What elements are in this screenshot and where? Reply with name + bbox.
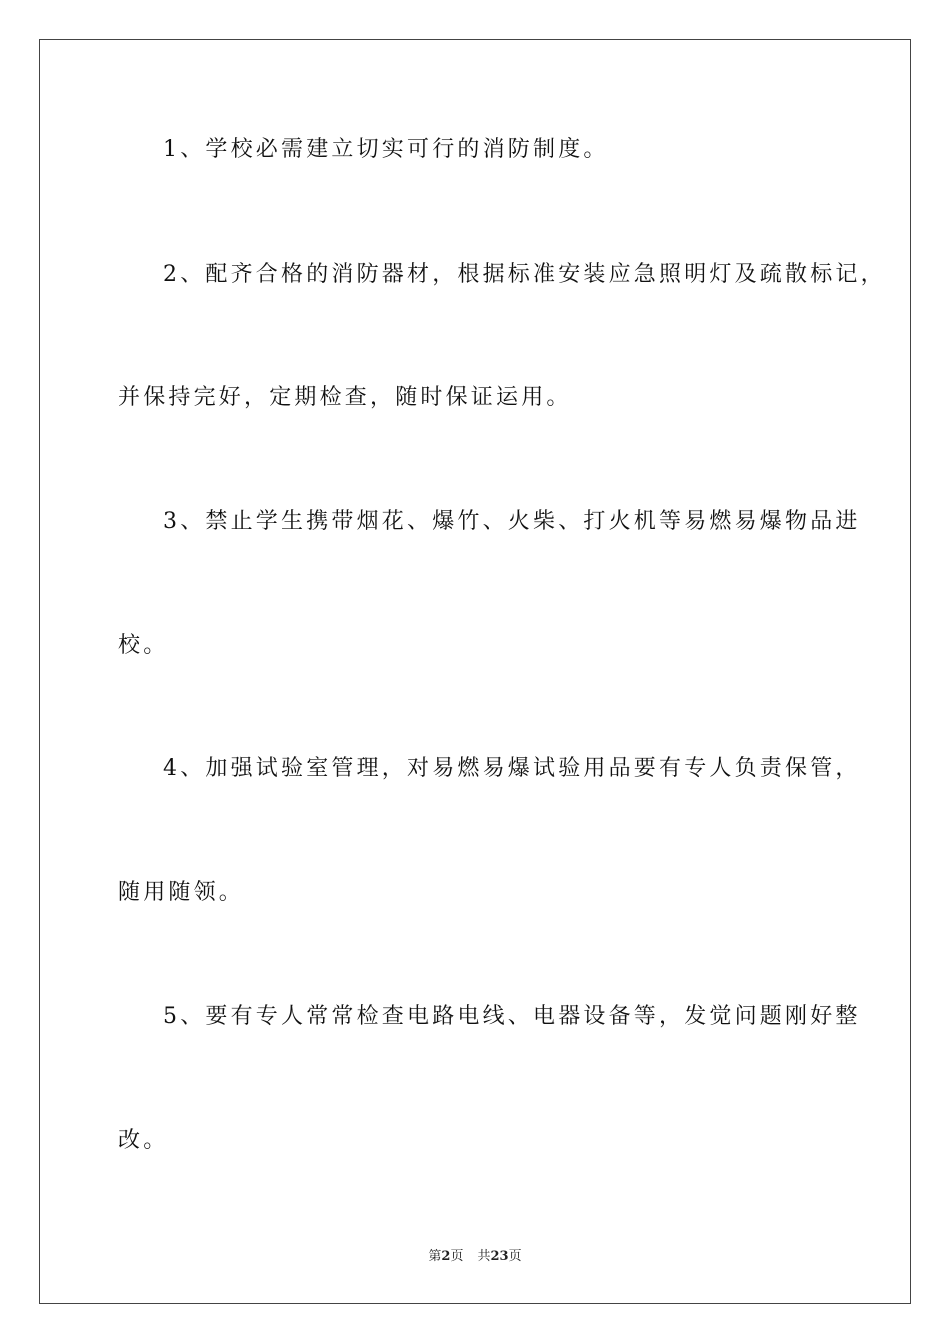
paragraph-3-line-1: 3、禁止学生携带烟花、爆竹、火柴、打火机等易燃易爆物品进 — [163, 509, 861, 534]
page-footer — [0, 1248, 950, 1266]
paragraph-2-line-1: 2、配齐合格的消防器材，根据标准安装应急照明灯及疏散标记， — [163, 262, 886, 287]
paragraph-4-line-2: 随用随领。 — [118, 880, 245, 905]
footer-total-prefix: 共 — [477, 1249, 491, 1264]
footer-page-number: 2 — [441, 1249, 451, 1264]
footer-page-suffix: 页 — [450, 1249, 464, 1264]
paragraph-1-line-1: 1、学校必需建立切实可行的消防制度。 — [163, 137, 609, 162]
paragraph-2-line-2: 并保持完好，定期检查，随时保证运用。 — [118, 385, 572, 410]
page-border — [39, 39, 911, 1304]
footer-page-prefix: 第 — [428, 1249, 442, 1264]
footer-total-pages: 23 — [490, 1249, 509, 1264]
paragraph-3-line-2: 校。 — [118, 633, 169, 658]
paragraph-4-line-1: 4、加强试验室管理，对易燃易爆试验用品要有专人负责保管， — [163, 756, 861, 781]
footer-total-suffix: 页 — [508, 1249, 522, 1264]
paragraph-5-line-1: 5、要有专人常常检查电路电线、电器设备等，发觉问题刚好整 — [163, 1004, 861, 1029]
paragraph-5-line-2: 改。 — [118, 1128, 169, 1153]
